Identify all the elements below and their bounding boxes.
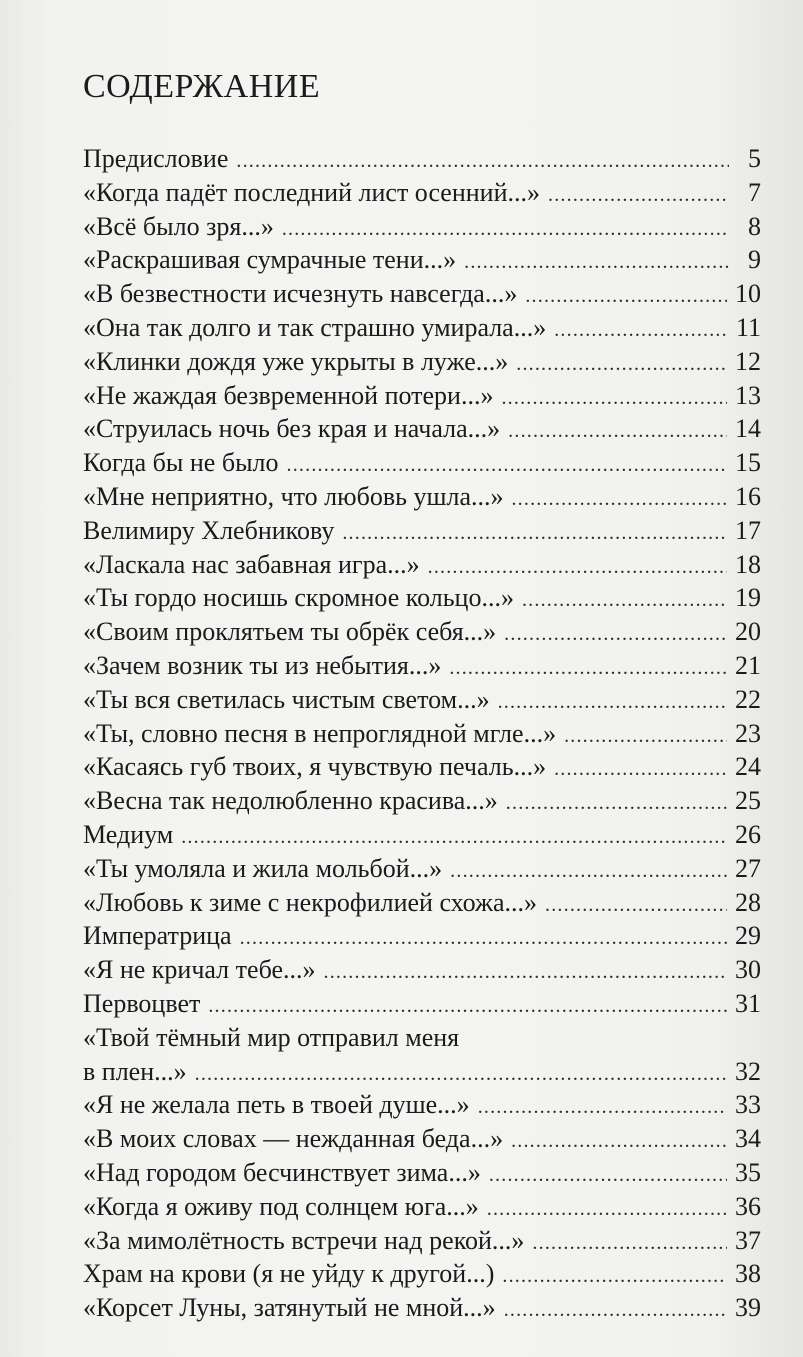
- dot-leader: [554, 753, 727, 787]
- toc-entry: [83, 987, 761, 1021]
- dot-leader: [511, 483, 727, 517]
- toc-entry: [83, 412, 761, 446]
- toc-entry-title: в плен...»: [83, 1056, 187, 1086]
- dot-leader: [511, 1125, 727, 1159]
- toc-entry-page-number: 8: [748, 211, 761, 241]
- toc-entry-title: «Весна так недолюбленно красива...»: [83, 786, 498, 816]
- toc-entry-title: «Струилась ночь без края и начала...»: [83, 414, 501, 444]
- dot-leader: [545, 889, 727, 923]
- toc-entry: [83, 1122, 761, 1156]
- toc-entry-title: «Ты гордо носишь скромное кольцо...»: [83, 583, 514, 613]
- toc-entry-page-number: 18: [735, 549, 761, 579]
- toc-entry-title: «Всё было зря...»: [83, 211, 274, 241]
- toc-entry-page-number: 21: [735, 650, 761, 680]
- toc-entry-title: «Не жаждая безвременной потери...»: [83, 380, 494, 410]
- toc-entry-page-number: 10: [735, 279, 761, 309]
- toc-entry-title: Императрица: [83, 921, 232, 951]
- toc-entry-page-number: 30: [735, 955, 761, 985]
- toc-entry-title-line: «Твой тёмный мир отправил меня: [83, 1022, 460, 1052]
- toc-entry-title: «Мне неприятно, что любовь ушла...»: [83, 481, 504, 511]
- dot-leader: [428, 551, 727, 585]
- toc-entry-page-number: 20: [735, 617, 761, 647]
- toc-entry-title: Первоцвет: [83, 988, 201, 1018]
- toc-entry: [83, 750, 761, 784]
- toc-entry-title: «Над городом бесчинствует зима...»: [83, 1157, 481, 1187]
- toc-entry-page-number: 24: [735, 752, 761, 782]
- dot-leader: [502, 1260, 727, 1294]
- toc-entry-title: «Корсет Луны, затянутый не мной...»: [83, 1293, 496, 1323]
- toc-entry: [83, 548, 761, 582]
- dot-leader: [195, 1058, 727, 1092]
- toc-entry: [83, 1156, 761, 1190]
- dot-leader: [208, 990, 727, 1024]
- dot-leader: [504, 618, 727, 652]
- dot-leader: [487, 1193, 727, 1227]
- toc-entry: [83, 1257, 761, 1291]
- toc-entry: [83, 176, 761, 210]
- dot-leader: [489, 1159, 727, 1193]
- toc-entry-page-number: 39: [735, 1293, 761, 1323]
- toc-entry-page-number: 14: [735, 414, 761, 444]
- toc-entry: [83, 1055, 761, 1089]
- toc-entry-title: «Я не желала петь в твоей душе...»: [83, 1090, 470, 1120]
- toc-entry: [83, 142, 761, 176]
- dot-leader: [508, 415, 727, 449]
- dot-leader: [498, 686, 727, 720]
- toc-entry-page-number: 15: [735, 448, 761, 478]
- table-of-contents: [83, 142, 761, 1325]
- toc-entry-page-number: 12: [735, 346, 761, 376]
- dot-leader: [504, 1294, 727, 1328]
- dot-leader: [532, 1227, 727, 1261]
- toc-entry-page-number: 28: [735, 887, 761, 917]
- toc-entry-title: «Любовь к зиме с некрофилией схожа...»: [83, 887, 538, 917]
- dot-leader: [181, 821, 727, 855]
- dot-leader: [450, 855, 727, 889]
- toc-entry-title: «Она так долго и так страшно умирала...»: [83, 312, 547, 342]
- toc-entry-page-number: 34: [735, 1124, 761, 1154]
- toc-entry-page-number: 13: [735, 380, 761, 410]
- toc-entry-page-number: 25: [735, 786, 761, 816]
- toc-entry-title: «В моих словах — нежданная беда...»: [83, 1124, 504, 1154]
- toc-entry-title: «Ласкала нас забавная игра...»: [83, 549, 420, 579]
- toc-entry-title: «Раскрашивая сумрачные тени...»: [83, 245, 457, 275]
- toc-entry: [83, 818, 761, 852]
- dot-leader: [449, 652, 727, 686]
- toc-entry-page-number: 32: [735, 1056, 761, 1086]
- toc-entry-title: «Клинки дождя уже укрыты в луже...»: [83, 346, 509, 376]
- dot-leader: [522, 584, 727, 618]
- toc-entry: [83, 852, 761, 886]
- toc-entry-line: [83, 1021, 761, 1055]
- page-title: СОДЕРЖАНИЕ: [83, 68, 321, 105]
- dot-leader: [525, 280, 727, 314]
- dot-leader: [516, 348, 727, 382]
- toc-entry-page-number: 37: [735, 1225, 761, 1255]
- toc-entry-page-number: 35: [735, 1157, 761, 1187]
- toc-entry: [83, 784, 761, 818]
- dot-leader: [240, 922, 727, 956]
- toc-entry: [83, 649, 761, 683]
- dot-leader: [554, 314, 728, 348]
- toc-entry-page-number: 23: [735, 718, 761, 748]
- toc-entry: [83, 379, 761, 413]
- toc-entry-page-number: 7: [748, 177, 761, 207]
- toc-entry-title: Медиум: [83, 819, 174, 849]
- toc-entry-title: Велимиру Хлебникову: [83, 515, 335, 545]
- toc-entry-page-number: 9: [748, 245, 761, 275]
- dot-leader: [287, 449, 727, 483]
- toc-entry: [83, 277, 761, 311]
- dot-leader: [342, 517, 727, 551]
- toc-entry-title: «Ты вся светилась чистым светом...»: [83, 684, 490, 714]
- toc-entry-page-number: 33: [735, 1090, 761, 1120]
- toc-entry: [83, 717, 761, 751]
- toc-entry-page-number: 38: [735, 1259, 761, 1289]
- toc-entry-page-number: 16: [735, 481, 761, 511]
- toc-entry-title: «Я не кричал тебе...»: [83, 955, 316, 985]
- toc-entry-page-number: 5: [748, 144, 761, 173]
- toc-entry-page-number: 26: [735, 819, 761, 849]
- dot-leader: [464, 246, 729, 280]
- toc-entry: [83, 1224, 761, 1258]
- toc-entry-page-number: 11: [735, 312, 761, 342]
- toc-entry: [83, 514, 761, 548]
- toc-entry-page-number: 19: [735, 583, 761, 613]
- toc-entry: [83, 953, 761, 987]
- toc-entry: [83, 1190, 761, 1224]
- toc-entry: [83, 210, 761, 244]
- toc-entry-title: «Зачем возник ты из небытия...»: [83, 650, 442, 680]
- toc-entry-title: Когда бы не было: [83, 448, 279, 478]
- toc-entry: [83, 243, 761, 277]
- toc-entry-title: «Когда падёт последний лист осенний...»: [83, 177, 541, 207]
- toc-entry: [83, 446, 761, 480]
- toc-entry: [83, 581, 761, 615]
- toc-entry: [83, 919, 761, 953]
- toc-entry-title: Предисловие: [83, 144, 229, 173]
- dot-leader: [506, 787, 727, 821]
- toc-entry: [83, 480, 761, 514]
- dot-leader: [548, 179, 729, 213]
- dot-leader: [478, 1091, 727, 1125]
- toc-entry-page-number: 27: [735, 853, 761, 883]
- dot-leader: [564, 720, 727, 754]
- toc-entry: [83, 345, 761, 379]
- toc-entry-title: Храм на крови (я не уйду к другой...): [83, 1259, 495, 1289]
- toc-entry-page-number: 17: [735, 515, 761, 545]
- toc-entry-page-number: 31: [735, 988, 761, 1018]
- toc-entry: [83, 1088, 761, 1122]
- dot-leader: [501, 382, 727, 416]
- toc-entry-page-number: 22: [735, 684, 761, 714]
- toc-entry: [83, 311, 761, 345]
- toc-entry-title: «Касаясь губ твоих, я чувствую печаль...»: [83, 752, 547, 782]
- toc-entry-title: «В безвестности исчезнуть навсегда...»: [83, 279, 518, 309]
- toc-entry-title: «За мимолётность встречи над рекой...»: [83, 1225, 525, 1255]
- toc-entry: [83, 615, 761, 649]
- toc-entry: [83, 683, 761, 717]
- toc-entry-page-number: 29: [735, 921, 761, 951]
- toc-entry-title: «Ты, словно песня в непроглядной мгле...»: [83, 718, 557, 748]
- toc-entry-title: «Когда я оживу под солнцем юга...»: [83, 1191, 479, 1221]
- toc-entry: [83, 1291, 761, 1325]
- toc-entry-title: «Своим проклятьем ты обрёк себя...»: [83, 617, 497, 647]
- dot-leader: [282, 213, 729, 247]
- toc-entry: [83, 886, 761, 920]
- dot-leader: [236, 145, 729, 179]
- toc-entry-page-number: 36: [735, 1191, 761, 1221]
- toc-entry-title: «Ты умоляла и жила мольбой...»: [83, 853, 443, 883]
- dot-leader: [324, 956, 728, 990]
